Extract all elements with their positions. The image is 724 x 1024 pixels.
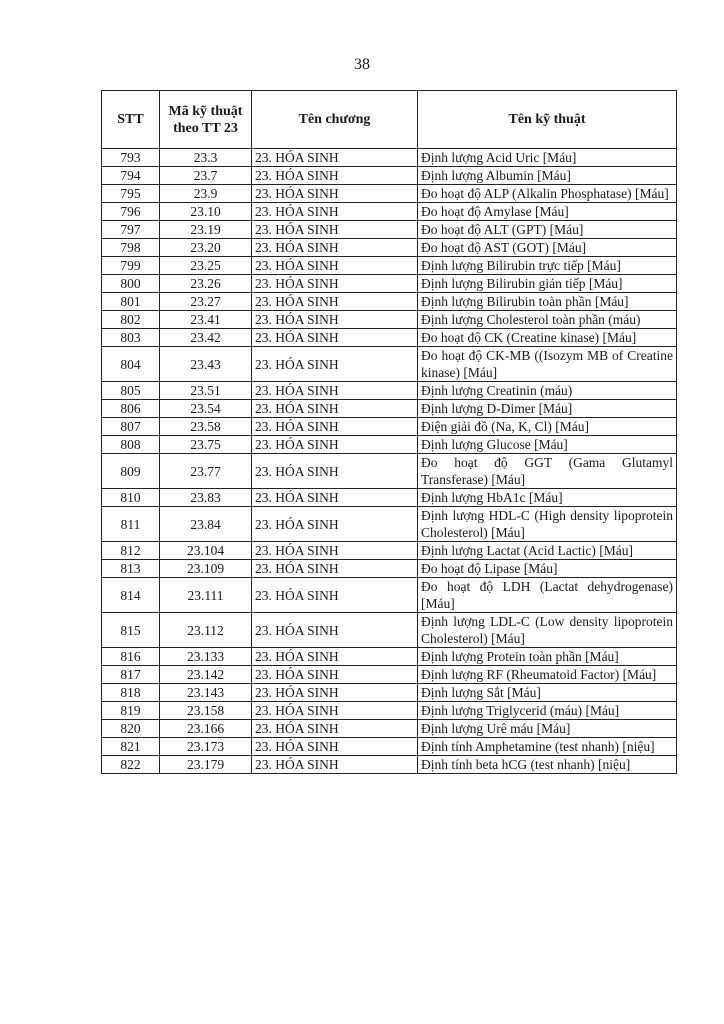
cell-technique-name: Định lượng D-Dimer [Máu] bbox=[418, 400, 677, 418]
cell-stt: 813 bbox=[102, 560, 160, 578]
cell-technique-code: 23.26 bbox=[160, 275, 252, 293]
cell-technique-code: 23.25 bbox=[160, 257, 252, 275]
table-row bbox=[102, 613, 677, 648]
cell-chapter-name: 23. HÓA SINH bbox=[252, 347, 418, 382]
cell-technique-name: Định lượng Urê máu [Máu] bbox=[418, 720, 677, 738]
header-chapter-name: Tên chương bbox=[252, 91, 418, 149]
table-row bbox=[102, 400, 677, 418]
cell-technique-name: Định lượng Sắt [Máu] bbox=[418, 684, 677, 702]
cell-technique-name: Đo hoạt độ Amylase [Máu] bbox=[418, 203, 677, 221]
cell-technique-code: 23.111 bbox=[160, 578, 252, 613]
cell-chapter-name: 23. HÓA SINH bbox=[252, 257, 418, 275]
procedure-table bbox=[101, 90, 677, 774]
table-row bbox=[102, 185, 677, 203]
cell-chapter-name: 23. HÓA SINH bbox=[252, 613, 418, 648]
cell-chapter-name: 23. HÓA SINH bbox=[252, 203, 418, 221]
cell-chapter-name: 23. HÓA SINH bbox=[252, 684, 418, 702]
cell-technique-code: 23.142 bbox=[160, 666, 252, 684]
cell-technique-code: 23.173 bbox=[160, 738, 252, 756]
cell-technique-name: Đo hoạt độ AST (GOT) [Máu] bbox=[418, 239, 677, 257]
cell-chapter-name: 23. HÓA SINH bbox=[252, 329, 418, 347]
table-row bbox=[102, 542, 677, 560]
cell-technique-code: 23.3 bbox=[160, 149, 252, 167]
cell-technique-code: 23.133 bbox=[160, 648, 252, 666]
cell-stt: 803 bbox=[102, 329, 160, 347]
cell-chapter-name: 23. HÓA SINH bbox=[252, 702, 418, 720]
table-row bbox=[102, 702, 677, 720]
cell-chapter-name: 23. HÓA SINH bbox=[252, 149, 418, 167]
cell-chapter-name: 23. HÓA SINH bbox=[252, 648, 418, 666]
cell-technique-name: Điện giải đồ (Na, K, Cl) [Máu] bbox=[418, 418, 677, 436]
cell-stt: 801 bbox=[102, 293, 160, 311]
cell-stt: 822 bbox=[102, 756, 160, 774]
table-row bbox=[102, 560, 677, 578]
cell-stt: 815 bbox=[102, 613, 160, 648]
cell-technique-code: 23.112 bbox=[160, 613, 252, 648]
table-row bbox=[102, 756, 677, 774]
cell-technique-name: Định lượng Protein toàn phần [Máu] bbox=[418, 648, 677, 666]
cell-stt: 806 bbox=[102, 400, 160, 418]
cell-technique-name: Định lượng Cholesterol toàn phần (máu) bbox=[418, 311, 677, 329]
cell-technique-code: 23.143 bbox=[160, 684, 252, 702]
cell-technique-code: 23.158 bbox=[160, 702, 252, 720]
cell-stt: 814 bbox=[102, 578, 160, 613]
cell-stt: 808 bbox=[102, 436, 160, 454]
cell-technique-name: Định lượng Creatinin (máu) bbox=[418, 382, 677, 400]
cell-chapter-name: 23. HÓA SINH bbox=[252, 756, 418, 774]
cell-technique-name: Định lượng HbA1c [Máu] bbox=[418, 489, 677, 507]
table-row bbox=[102, 738, 677, 756]
cell-stt: 818 bbox=[102, 684, 160, 702]
cell-technique-name: Định lượng Bilirubin trực tiếp [Máu] bbox=[418, 257, 677, 275]
cell-technique-code: 23.43 bbox=[160, 347, 252, 382]
table-row bbox=[102, 167, 677, 185]
cell-stt: 805 bbox=[102, 382, 160, 400]
cell-stt: 809 bbox=[102, 454, 160, 489]
cell-technique-name: Định tính Amphetamine (test nhanh) [niệu] bbox=[418, 738, 677, 756]
header-technique-code: Mã kỹ thuật theo TT 23 bbox=[160, 91, 252, 149]
cell-chapter-name: 23. HÓA SINH bbox=[252, 738, 418, 756]
table-row bbox=[102, 507, 677, 542]
table-row bbox=[102, 257, 677, 275]
cell-technique-code: 23.83 bbox=[160, 489, 252, 507]
cell-technique-name: Định lượng Bilirubin toàn phần [Máu] bbox=[418, 293, 677, 311]
cell-stt: 807 bbox=[102, 418, 160, 436]
cell-technique-code: 23.109 bbox=[160, 560, 252, 578]
cell-chapter-name: 23. HÓA SINH bbox=[252, 167, 418, 185]
cell-technique-code: 23.179 bbox=[160, 756, 252, 774]
cell-chapter-name: 23. HÓA SINH bbox=[252, 489, 418, 507]
cell-technique-code: 23.166 bbox=[160, 720, 252, 738]
cell-technique-name: Đo hoạt độ ALT (GPT) [Máu] bbox=[418, 221, 677, 239]
cell-technique-code: 23.104 bbox=[160, 542, 252, 560]
table-row bbox=[102, 684, 677, 702]
cell-technique-name: Định lượng Triglycerid (máu) [Máu] bbox=[418, 702, 677, 720]
cell-chapter-name: 23. HÓA SINH bbox=[252, 454, 418, 489]
cell-technique-name: Định lượng Bilirubin gián tiếp [Máu] bbox=[418, 275, 677, 293]
cell-technique-code: 23.20 bbox=[160, 239, 252, 257]
header-technique-name: Tên kỹ thuật bbox=[418, 91, 677, 149]
cell-technique-code: 23.54 bbox=[160, 400, 252, 418]
cell-technique-code: 23.27 bbox=[160, 293, 252, 311]
table-row bbox=[102, 436, 677, 454]
table-row bbox=[102, 329, 677, 347]
cell-stt: 800 bbox=[102, 275, 160, 293]
cell-technique-code: 23.9 bbox=[160, 185, 252, 203]
cell-chapter-name: 23. HÓA SINH bbox=[252, 185, 418, 203]
cell-technique-code: 23.75 bbox=[160, 436, 252, 454]
table-row bbox=[102, 149, 677, 167]
cell-stt: 795 bbox=[102, 185, 160, 203]
cell-technique-name: Định lượng Acid Uric [Máu] bbox=[418, 149, 677, 167]
page-number: 38 bbox=[354, 56, 370, 73]
cell-stt: 812 bbox=[102, 542, 160, 560]
cell-chapter-name: 23. HÓA SINH bbox=[252, 560, 418, 578]
cell-chapter-name: 23. HÓA SINH bbox=[252, 418, 418, 436]
cell-technique-name: Đo hoạt độ Lipase [Máu] bbox=[418, 560, 677, 578]
cell-stt: 798 bbox=[102, 239, 160, 257]
cell-chapter-name: 23. HÓA SINH bbox=[252, 666, 418, 684]
cell-technique-code: 23.19 bbox=[160, 221, 252, 239]
cell-chapter-name: 23. HÓA SINH bbox=[252, 221, 418, 239]
cell-stt: 794 bbox=[102, 167, 160, 185]
cell-chapter-name: 23. HÓA SINH bbox=[252, 239, 418, 257]
cell-chapter-name: 23. HÓA SINH bbox=[252, 720, 418, 738]
cell-technique-code: 23.42 bbox=[160, 329, 252, 347]
table-row bbox=[102, 311, 677, 329]
cell-stt: 799 bbox=[102, 257, 160, 275]
cell-chapter-name: 23. HÓA SINH bbox=[252, 275, 418, 293]
table-row bbox=[102, 454, 677, 489]
cell-stt: 793 bbox=[102, 149, 160, 167]
table-row bbox=[102, 489, 677, 507]
table-row bbox=[102, 648, 677, 666]
table-body bbox=[102, 149, 677, 774]
cell-technique-name: Định lượng LDL-C (Low density lipoprotein Cholesterol) [Máu] bbox=[418, 613, 677, 648]
cell-technique-name: Định lượng Lactat (Acid Lactic) [Máu] bbox=[418, 542, 677, 560]
cell-technique-name: Định lượng RF (Rheumatoid Factor) [Máu] bbox=[418, 666, 677, 684]
cell-chapter-name: 23. HÓA SINH bbox=[252, 542, 418, 560]
table-row bbox=[102, 221, 677, 239]
cell-technique-code: 23.51 bbox=[160, 382, 252, 400]
cell-chapter-name: 23. HÓA SINH bbox=[252, 436, 418, 454]
cell-technique-name: Đo hoạt độ CK-MB ((Isozym MB of Creatine kinase) [Máu] bbox=[418, 347, 677, 382]
cell-technique-name: Định lượng HDL-C (High density lipoprotein Cholesterol) [Máu] bbox=[418, 507, 677, 542]
cell-technique-name: Đo hoạt độ LDH (Lactat dehydrogenase) [Máu] bbox=[418, 578, 677, 613]
table-row bbox=[102, 347, 677, 382]
cell-technique-name: Đo hoạt độ CK (Creatine kinase) [Máu] bbox=[418, 329, 677, 347]
table-row bbox=[102, 578, 677, 613]
cell-stt: 802 bbox=[102, 311, 160, 329]
cell-stt: 821 bbox=[102, 738, 160, 756]
cell-stt: 819 bbox=[102, 702, 160, 720]
cell-technique-code: 23.41 bbox=[160, 311, 252, 329]
table-row bbox=[102, 239, 677, 257]
cell-stt: 804 bbox=[102, 347, 160, 382]
cell-chapter-name: 23. HÓA SINH bbox=[252, 400, 418, 418]
table-header-row bbox=[102, 91, 677, 149]
cell-technique-name: Định lượng Albumin [Máu] bbox=[418, 167, 677, 185]
header-stt: STT bbox=[102, 91, 160, 149]
table-row bbox=[102, 666, 677, 684]
cell-stt: 817 bbox=[102, 666, 160, 684]
cell-technique-name: Đo hoạt độ ALP (Alkalin Phosphatase) [Máu] bbox=[418, 185, 677, 203]
cell-technique-name: Định tính beta hCG (test nhanh) [niệu] bbox=[418, 756, 677, 774]
cell-stt: 820 bbox=[102, 720, 160, 738]
table-row bbox=[102, 203, 677, 221]
cell-technique-code: 23.58 bbox=[160, 418, 252, 436]
cell-stt: 811 bbox=[102, 507, 160, 542]
table-row bbox=[102, 720, 677, 738]
cell-chapter-name: 23. HÓA SINH bbox=[252, 382, 418, 400]
table-row bbox=[102, 382, 677, 400]
cell-chapter-name: 23. HÓA SINH bbox=[252, 311, 418, 329]
cell-chapter-name: 23. HÓA SINH bbox=[252, 507, 418, 542]
cell-technique-name: Định lượng Glucose [Máu] bbox=[418, 436, 677, 454]
cell-stt: 797 bbox=[102, 221, 160, 239]
cell-technique-name: Đo hoạt độ GGT (Gama Glutamyl Transferase) [Máu] bbox=[418, 454, 677, 489]
cell-chapter-name: 23. HÓA SINH bbox=[252, 293, 418, 311]
cell-technique-code: 23.7 bbox=[160, 167, 252, 185]
cell-chapter-name: 23. HÓA SINH bbox=[252, 578, 418, 613]
cell-technique-code: 23.10 bbox=[160, 203, 252, 221]
cell-technique-code: 23.84 bbox=[160, 507, 252, 542]
table-row bbox=[102, 275, 677, 293]
cell-stt: 816 bbox=[102, 648, 160, 666]
cell-technique-code: 23.77 bbox=[160, 454, 252, 489]
table-row bbox=[102, 293, 677, 311]
cell-stt: 810 bbox=[102, 489, 160, 507]
table-row bbox=[102, 418, 677, 436]
cell-stt: 796 bbox=[102, 203, 160, 221]
